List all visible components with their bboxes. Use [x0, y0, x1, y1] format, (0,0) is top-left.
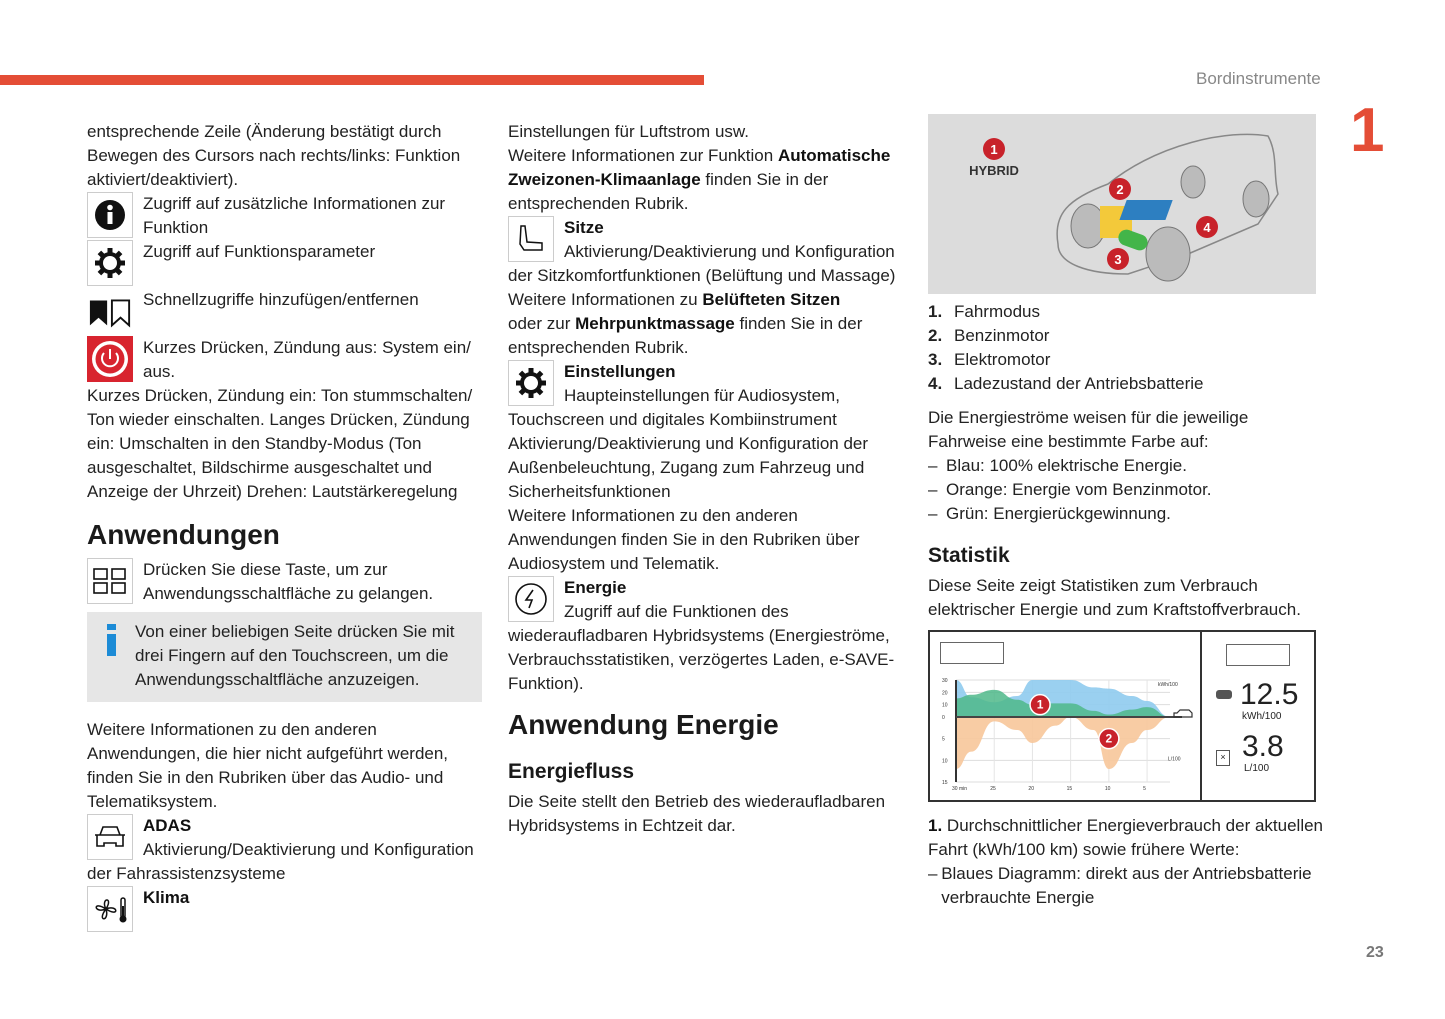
- legend-item: 1. Fahrmodus: [928, 302, 1040, 321]
- intro-text: entsprechende Zeile (Änderung bestätigt durch Bewegen des Cursors nach rechts/links: Funktion aktiviert/deaktiviert).: [87, 122, 461, 189]
- energiefluss-text: Die Seite stellt den Betrieb des wiederaufladbaren Hybridsystems in Echtzeit dar.: [508, 792, 886, 835]
- color-item: – Grün: Energierückgewinnung.: [928, 504, 1171, 523]
- fuel-unit: L/100: [1244, 763, 1270, 774]
- info-note-box: Von einer beliebigen Seite drücken Sie mit drei Fingern auf den Touchscreen, um die Anwendungsschaltfläche anzuzeigen.: [87, 612, 482, 702]
- gear-icon: [508, 360, 554, 406]
- y-tick-label: 0: [942, 715, 945, 721]
- icon-row-klima: Klima: [87, 886, 482, 934]
- hybrid-mode-label: HYBRID: [969, 163, 1019, 178]
- y-tick-label: 5: [942, 736, 945, 743]
- statistik-text: Diese Seite zeigt Statistiken zum Verbrauch elektrischer Energie und zum Kraftstoffverbrauch.: [928, 576, 1301, 619]
- gear-icon: [87, 240, 133, 286]
- y-tick-label: 20: [942, 690, 948, 697]
- colors-intro: Die Energieströme weisen für die jeweilige Fahrweise eine bestimmte Farbe auf:: [928, 408, 1249, 451]
- icon-row-energie: Energie: [508, 576, 898, 624]
- icon-row-gear: Zugriff auf Funktionsparameter: [87, 240, 482, 288]
- color-item: – Orange: Energie vom Benzinmotor.: [928, 480, 1212, 499]
- heading-anwendung-energie: Anwendung Energie: [508, 709, 779, 740]
- legend-item: 2. Benzinmotor: [928, 326, 1050, 345]
- electric-value: 12.5: [1240, 678, 1299, 711]
- car-adas-icon: [87, 814, 133, 860]
- chapter-title: Bordinstrumente: [1196, 69, 1321, 88]
- icon-row-bookmark: Schnellzugriffe hinzufügen/entfernen: [87, 288, 482, 336]
- diagram-legend: [928, 300, 1328, 396]
- marker-2: 2: [1116, 182, 1124, 197]
- consumption-values-panel: [1202, 632, 1314, 800]
- upper-unit-label: kWh/100: [1158, 682, 1178, 689]
- chart-marker-label: 1: [1036, 697, 1044, 712]
- fuel-value: 3.8: [1242, 730, 1284, 763]
- color-item: – Blau: 100% elektrische Energie.: [928, 456, 1187, 475]
- column-2: [508, 120, 898, 838]
- x-tick-label: 10: [1104, 786, 1111, 792]
- electric-unit: kWh/100: [1242, 711, 1282, 722]
- marker-4: 4: [1203, 220, 1211, 235]
- battery: [1119, 200, 1172, 220]
- heading-anwendungen: Anwendungen: [87, 519, 280, 550]
- hybrid-car-diagram: [928, 114, 1316, 294]
- einstellungen-more: Weitere Informationen zu den anderen Anwendungen finden Sie in den Rubriken über Audiosystem und Telematik.: [508, 506, 860, 573]
- icon-row-sitze: Sitze: [508, 216, 898, 264]
- more-apps-text: Weitere Informationen zu den anderen Anwendungen, die hier nicht aufgeführt werden, finden Sie in den Rubriken über das Audio- und Telematiksystem.: [87, 720, 449, 811]
- x-tick-label: 15: [1066, 786, 1073, 792]
- y-tick-label: 10: [942, 702, 948, 709]
- sitze-more-info: Weitere Informationen zu Belüfteten Sitzen oder zur Mehrpunktmassage finden Sie in der entsprechenden Rubrik.: [508, 290, 863, 357]
- energy-bolt-icon: [508, 576, 554, 622]
- chapter-accent-bar: [0, 75, 704, 85]
- energie-text: Zugriff auf die Funktionen des wiederaufladbaren Hybridsystems (Energieströme, Verbrauchsstatistiken, verzögertes Laden, e-SAVE-Funktion).: [508, 602, 895, 693]
- lower-unit-label: L/100: [1168, 756, 1181, 763]
- marker-3: 3: [1114, 252, 1122, 267]
- fuel-can-icon: ×: [1216, 750, 1230, 766]
- heading-energiefluss: Energiefluss: [508, 760, 635, 783]
- battery-icon: [1216, 690, 1232, 699]
- series-area-2: [956, 717, 1170, 769]
- values-title-placeholder: [1226, 644, 1290, 666]
- power-description: Kurzes Drücken, Zündung ein: Ton stummschalten/ Ton wieder einschalten. Langes Drücken, Zündung ein: Umschalten in den Standby-Modus (Ton ausgeschaltet, Bildschirme ausgeschaltet und Anzeige der Uhrzeit) Drehen: Lautstärkeregelung: [87, 386, 473, 501]
- legend-item: 3. Elektromotor: [928, 350, 1051, 369]
- x-tick-label: 5: [1143, 786, 1146, 792]
- adas-text: Aktivierung/Deaktivierung und Konfiguration der Fahrassistenzsysteme: [87, 840, 474, 883]
- sitze-text: Aktivierung/Deaktivierung und Konfiguration der Sitzkomfortfunktionen (Belüftung und Massage): [508, 242, 896, 285]
- klima-continued: Einstellungen für Luftstrom usw.: [508, 122, 749, 141]
- icon-row-adas: ADAS: [87, 814, 482, 862]
- power-icon: [87, 336, 133, 382]
- y-tick-label: 30: [942, 678, 948, 684]
- x-tick-label: 25: [990, 786, 996, 792]
- statistics-screen: [928, 630, 1316, 802]
- seat-icon: [508, 216, 554, 262]
- legend-item: 4. Ladezustand der Antriebsbatterie: [928, 374, 1204, 393]
- info-icon: [87, 192, 133, 238]
- page-number: 23: [1366, 944, 1384, 961]
- einstellungen-text: Haupteinstellungen für Audiosystem, Touchscreen und digitales Kombiinstrument Aktivierung/Deaktivierung und Konfiguration der Außenbeleuchtung, Zugang zum Fahrzeug und Sicherheitsfunktionen: [508, 386, 869, 501]
- statistik-note-item: – Blaues Diagramm: direkt aus der Antriebsbatterie verbrauchte Energie: [928, 864, 1312, 907]
- consumption-chart: [930, 632, 1196, 800]
- icon-row-einstellungen: Einstellungen: [508, 360, 898, 408]
- column-1: [87, 120, 482, 934]
- chart-marker-label: 2: [1105, 731, 1113, 746]
- klima-more-info: Weitere Informationen zur Funktion Automatische Zweizonen-Klimaanlage finden Sie in der entsprechenden Rubrik.: [508, 146, 891, 213]
- bookmark-icon: [87, 288, 133, 334]
- icon-row-power: Kurzes Drücken, Zündung aus: System ein/ aus.: [87, 336, 482, 384]
- y-tick-label: 15: [942, 780, 948, 786]
- statistik-note: 1. Durchschnittlicher Energieverbrauch der aktuellen Fahrt (kWh/100 km) sowie frühere Werte:: [928, 816, 1324, 859]
- icon-row-info: Zugriff auf zusätzliche Informationen zur Funktion: [87, 192, 482, 240]
- blue-info-icon: [107, 624, 116, 656]
- x-tick-label: 30 min: [952, 786, 968, 792]
- heading-statistik: Statistik: [928, 544, 1010, 567]
- x-tick-label: 20: [1028, 786, 1034, 792]
- car-icon: [1174, 710, 1192, 717]
- icon-row-apps: Drücken Sie diese Taste, um zur Anwendungsschaltfläche zu gelangen.: [87, 558, 482, 606]
- apps-grid-icon: [87, 558, 133, 604]
- consumption-chart-panel: [930, 632, 1202, 800]
- chapter-number: 1: [1350, 96, 1385, 165]
- y-tick-label: 10: [942, 758, 948, 765]
- fan-thermometer-icon: [87, 886, 133, 932]
- marker-1: 1: [990, 142, 998, 157]
- column-3: [928, 120, 1328, 910]
